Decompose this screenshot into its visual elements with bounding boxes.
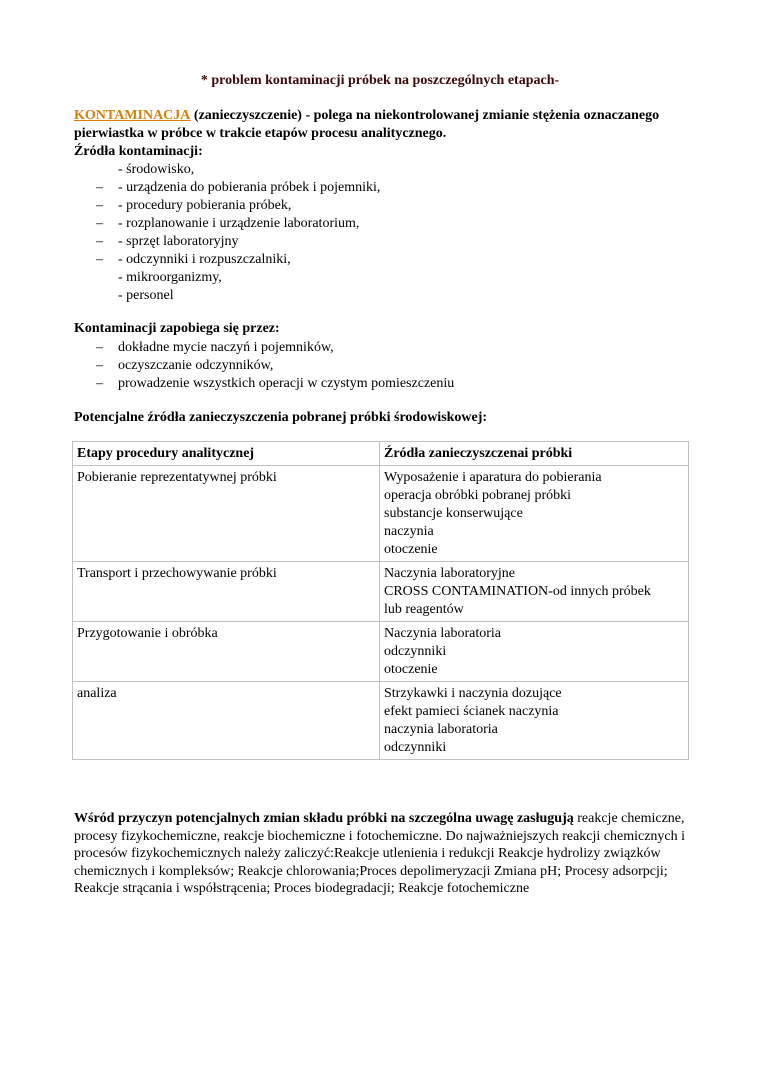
list-item (74, 179, 674, 197)
intro-definition: - polega na niekontrolowanej zmianie stężenia oznaczanego pierwiastka w próbce w trakcie etapów procesu analitycznego. (74, 108, 660, 141)
keyword-paren: (zanieczyszczenie) (193, 108, 302, 123)
keyword-kontaminacja: KONTAMINACJA (74, 108, 191, 123)
prevention-heading: Kontaminacji zapobiega się przez: (74, 321, 280, 336)
list-item-text: - procedury pobierania próbek, (118, 198, 292, 213)
sources-list (74, 161, 674, 305)
table-heading: Potencjalne źródła zanieczyszczenia pobranej próbki środowiskowej: (74, 410, 488, 425)
dash-bullet: – (96, 340, 103, 355)
list-item-text: prowadzenie wszystkich operacji w czystym pomieszczeniu (118, 376, 455, 391)
sources-cell (380, 466, 689, 562)
dash-bullet: – (96, 180, 103, 195)
closing-bold: Wśród przyczyn potencjalnych zmian składu próbki na szczególna uwagę zasługują (74, 811, 574, 826)
list-item-text: - sprzęt laboratoryjny (118, 234, 239, 249)
list-item-text: - mikroorganizmy, (118, 270, 222, 285)
dash-bullet: – (96, 234, 103, 249)
list-item (74, 339, 674, 357)
dash-bullet: – (96, 376, 103, 391)
stage-cell: Przygotowanie i obróbka (73, 622, 380, 682)
source-line: Strzykawki i naczynia dozujące (384, 686, 562, 701)
list-item (74, 161, 674, 179)
sources-heading: Źródła kontaminacji: (74, 144, 203, 159)
dash-bullet: – (96, 252, 103, 267)
source-line: efekt pamieci ścianek naczynia (384, 704, 559, 719)
prevention-list (74, 339, 674, 393)
stage-cell: analiza (73, 682, 380, 760)
source-line: Naczynia laboratoria (384, 626, 501, 641)
dash-bullet: – (96, 198, 103, 213)
page-title: * problem kontaminacji próbek na poszczególnych etapach- (200, 73, 560, 88)
column-header-stage: Etapy procedury analitycznej (73, 442, 380, 466)
closing-text: reakcje chemiczne, procesy fizykochemiczne, reakcje biochemiczne i fotochemiczne. Do najważniejszych reakcji chemicznych i procesów fizykochemicznych należy zaliczyć:Reakcje utlenienia i redukcji Reakcje hydrolizy związków chemicznych i kompleksów; Reakcje chlorowania;Proces depolimeryzacji Zmiana pH; Procesy adsorpcji; Reakcje strącania i współstrącenia; Proces biodegradacji; Reakcje fotochemiczne (74, 811, 686, 897)
source-line: odczynniki (384, 740, 447, 755)
sources-cell (380, 682, 689, 760)
list-item (74, 215, 674, 233)
source-line: operacja obróbki pobranej próbki (384, 488, 571, 503)
source-line: otoczenie (384, 662, 438, 677)
list-item (74, 269, 674, 287)
intro-paragraph (74, 107, 694, 161)
table-row (73, 562, 689, 622)
list-item-text: - rozplanowanie i urządzenie laboratorium, (118, 216, 360, 231)
source-line: lub reagentów (384, 602, 464, 617)
contamination-table (72, 441, 689, 760)
sources-cell (380, 562, 689, 622)
table-row (73, 682, 689, 760)
table-row (73, 622, 689, 682)
list-item (74, 251, 674, 269)
list-item (74, 357, 674, 375)
list-item-text: dokładne mycie naczyń i pojemników, (118, 340, 334, 355)
source-line: odczynniki (384, 644, 447, 659)
list-item (74, 197, 674, 215)
table-row (73, 466, 689, 562)
closing-paragraph (74, 810, 689, 898)
sources-cell (380, 622, 689, 682)
list-item (74, 375, 674, 393)
dash-bullet: – (96, 216, 103, 231)
list-item-text: - środowisko, (118, 162, 195, 177)
list-item-text: - odczynniki i rozpuszczalniki, (118, 252, 291, 267)
source-line: naczynia (384, 524, 434, 539)
list-item (74, 287, 674, 305)
source-line: otoczenie (384, 542, 438, 557)
list-item-text: - personel (118, 288, 174, 303)
stage-cell: Pobieranie reprezentatywnej próbki (73, 466, 380, 562)
table-header-row (73, 442, 689, 466)
source-line: Naczynia laboratoryjne (384, 566, 515, 581)
source-line: CROSS CONTAMINATION-od innych próbek (384, 584, 651, 599)
source-line: substancje konserwujące (384, 506, 523, 521)
stage-cell: Transport i przechowywanie próbki (73, 562, 380, 622)
source-line: naczynia laboratoria (384, 722, 498, 737)
list-item-text: - urządzenia do pobierania próbek i pojemniki, (118, 180, 381, 195)
dash-bullet: – (96, 358, 103, 373)
source-line: Wyposażenie i aparatura do pobierania (384, 470, 602, 485)
list-item-text: oczyszczanie odczynników, (118, 358, 274, 373)
column-header-sources: Źródła zanieczyszczenai próbki (380, 442, 689, 466)
list-item (74, 233, 674, 251)
